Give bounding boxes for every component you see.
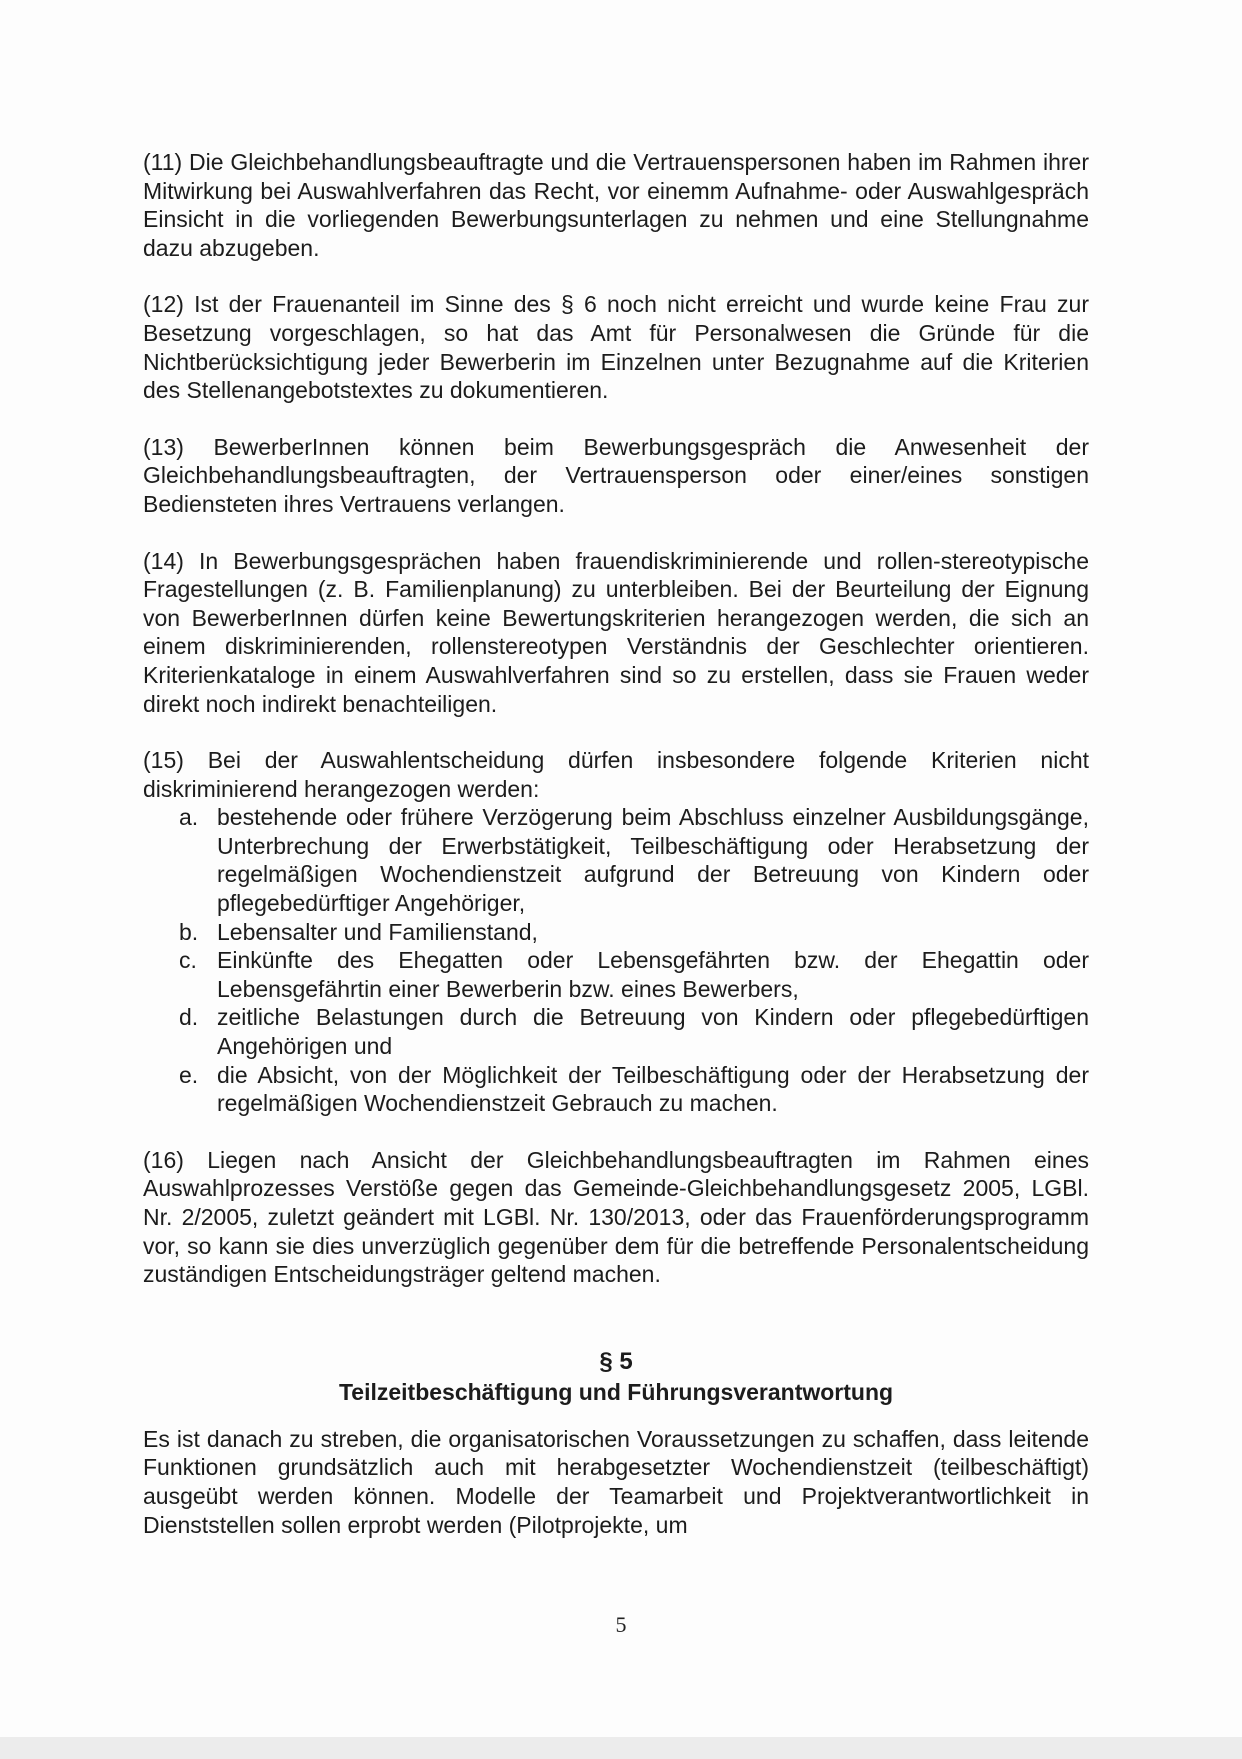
paragraph-15: (15) Bei der Auswahlentscheidung dürfen insbesondere folgende Kriterien nicht diskriminierend herangezogen werden: xyxy=(143,747,1089,802)
paragraph-16: (16) Liegen nach Ansicht der Gleichbehandlungsbeauftragten im Rahmen eines Auswahlprozesses Verstöße gegen das Gemeinde-Gleichbehandlungsgesetz 2005, LGBl. Nr. 2/2005, zuletzt geändert mit LGBl. Nr. 130/2013, oder das Frauenförderungsprogramm vor, so kann sie dies unverzüglich gegenüber dem für die betreffende Personalentscheidung zuständigen Entscheidungsträger geltend machen. xyxy=(143,1146,1089,1288)
list-item-text: bestehende oder frühere Verzögerung beim Abschluss einzelner Ausbildungsgänge, Unterbrechung der Erwerbstätigkeit, Teilbeschäftigung oder Herabsetzung der regelmäßigen Wochendienstzeit aufgrund der Betreuung von Kindern oder pflegebedürftiger Angehöriger, xyxy=(217,804,1089,917)
page-number: 5 xyxy=(615,1612,627,1637)
paragraph-14: (14) In Bewerbungsgesprächen haben frauendiskriminierende und rollen-stereotypische Fragestellungen (z. B. Familienplanung) zu unterbleiben. Bei der Beurteilung der Eignung von BewerberInnen dürfen keine Bewertungskriterien herangezogen werden, die sich an einem diskriminierenden, rollenstereotypen Verständnis der Geschlechter orientieren. Kriterienkataloge in einem Auswahlverfahren sind so zu erstellen, dass sie Frauen weder direkt noch indirekt benachteiligen. xyxy=(143,547,1089,717)
list-marker: d. xyxy=(179,1004,199,1031)
section-number: § 5 xyxy=(599,1347,633,1375)
list-marker: b. xyxy=(179,918,199,945)
section-body: Es ist danach zu streben, die organisatorischen Voraussetzungen zu schaffen, dass leitende Funktionen grundsätzlich auch mit herabgesetzter Wochendienstzeit (teilbeschäftigt) ausgeübt werden können. Modelle der Teamarbeit und Projektverantwortlichkeit in Dienststellen sollen erprobt werden (Pilotprojekte, um xyxy=(143,1425,1089,1538)
section-title: Teilzeitbeschäftigung und Führungsverantwortung xyxy=(338,1378,894,1405)
criteria-item-e xyxy=(143,1061,1089,1118)
scan-edge xyxy=(0,1737,1242,1759)
list-item-text: Lebensalter und Familienstand, xyxy=(217,918,538,945)
section-heading xyxy=(143,1347,1089,1407)
list-marker: c. xyxy=(179,947,197,974)
criteria-item-b xyxy=(143,918,1089,947)
list-item-text: Einkünfte des Ehegatten oder Lebensgefährten bzw. der Ehegattin oder Lebensgefährtin einer Bewerberin bzw. eines Bewerbers, xyxy=(217,947,1089,1002)
document-body xyxy=(143,148,1089,1567)
list-item-text: die Absicht, von der Möglichkeit der Teilbeschäftigung oder der Herabsetzung der regelmäßigen Wochendienstzeit Gebrauch zu machen. xyxy=(217,1061,1089,1117)
criteria-item-c xyxy=(143,946,1089,1003)
list-item-text: zeitliche Belastungen durch die Betreuung von Kindern oder pflegebedürftigen Angehörigen und xyxy=(217,1004,1089,1060)
list-marker: e. xyxy=(179,1061,199,1088)
criteria-item-d xyxy=(143,1003,1089,1060)
paragraph-13: (13) BewerberInnen können beim Bewerbungsgespräch die Anwesenheit der Gleichbehandlungsbeauftragten, der Vertrauensperson oder einer/eines sonstigen Bediensteten ihres Vertrauens verlangen. xyxy=(143,433,1089,517)
paragraph-11: (11) Die Gleichbehandlungsbeauftragte und die Vertrauenspersonen haben im Rahmen ihrer Mitwirkung bei Auswahlverfahren das Recht, vor einemm Aufnahme- oder Auswahlgespräch Einsicht in die vorliegenden Bewerbungsunterlagen zu nehmen und eine Stellungnahme dazu abzugeben. xyxy=(143,149,1089,261)
list-marker: a. xyxy=(179,804,199,831)
criteria-item-a xyxy=(143,803,1089,917)
paragraph-12: (12) Ist der Frauenanteil im Sinne des § 6 noch nicht erreicht und wurde keine Frau zur Besetzung vorgeschlagen, so hat das Amt für Personalwesen die Gründe für die Nichtberücksichtigung jeder Bewerberin im Einzelnen unter Bezugnahme auf die Kriterien des Stellenangebotstextes zu dokumentieren. xyxy=(143,291,1089,404)
criteria-list xyxy=(143,803,1089,1118)
